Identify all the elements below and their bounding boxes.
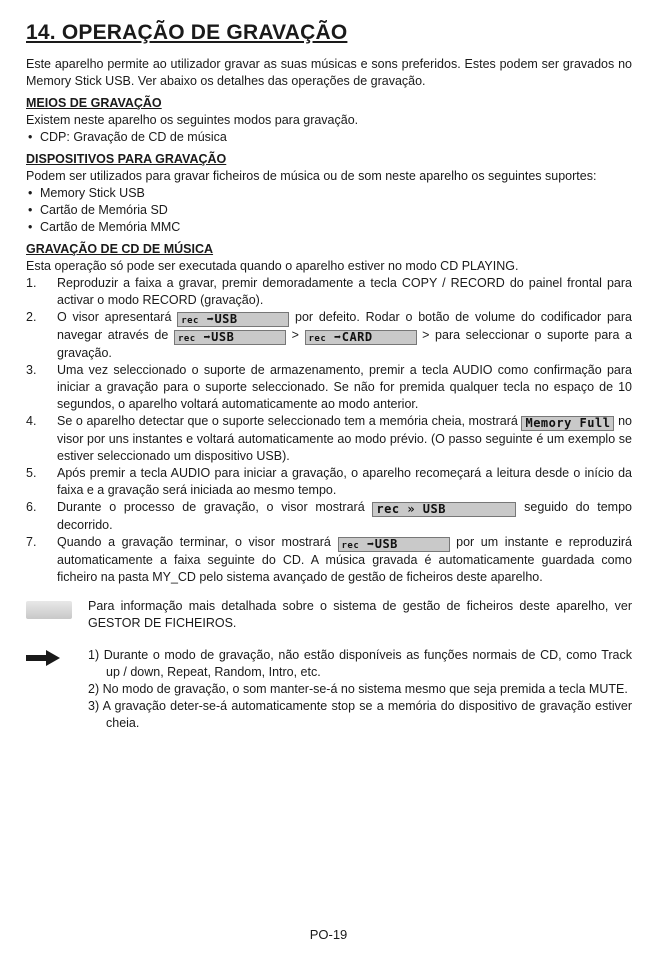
lcd-recording-display: rec » USB bbox=[372, 502, 516, 517]
arrow-right-icon bbox=[26, 650, 60, 666]
gravacao-heading: GRAVAÇÃO DE CD DE MÚSICA bbox=[26, 242, 214, 256]
dispositivos-item: • Cartão de Memória SD bbox=[26, 202, 632, 219]
step-item: 4. Se o aparelho detectar que o suporte seleccionado tem a memória cheia, mostrará Memory Full no visor por uns instantes e voltará automaticamente ao modo prévio. (O passo seguinte é um exemplo se estiver seleccionado um dispositivo USB). bbox=[26, 414, 632, 463]
note-text: Para informação mais detalhada sobre o sistema de gestão de ficheiros deste aparelho, ver GESTOR DE FICHEIROS. bbox=[88, 599, 632, 630]
step-item: 1. Reproduzir a faixa a gravar, premir demoradamente a tecla COPY / RECORD do painel frontal para activar o modo RECORD (gravação). bbox=[26, 276, 632, 307]
step-item: 6. Durante o processo de gravação, o visor mostrará rec » USB seguido do tempo decorrido. bbox=[26, 500, 632, 532]
dispositivos-item: • Memory Stick USB bbox=[26, 185, 632, 202]
lcd-rec-usb-display: rec ➡USB bbox=[177, 312, 289, 327]
remarks-block bbox=[26, 647, 632, 732]
info-note bbox=[26, 598, 632, 632]
lcd-rec-usb-display: rec ➡USB bbox=[174, 330, 286, 345]
dispositivos-item: • Cartão de Memória MMC bbox=[26, 219, 632, 236]
lcd-memory-full-display: Memory Full bbox=[521, 416, 614, 431]
step-item: 3. Uma vez seleccionado o suporte de armazenamento, premir a tecla AUDIO como confirmação para iniciar a gravação para o suporte seleccionado. Se não for premida qualquer tecla no espaço de 10 segundos, o aparelho voltará automaticamente ao modo anterior. bbox=[26, 363, 632, 411]
step-item: 2. O visor apresentará rec ➡USB por defeito. Rodar o botão de volume do codificador para navegar através de rec ➡USB > rec ➡CARD > para seleccionar o suporte para a gravação. bbox=[26, 310, 632, 360]
page-title: 14. OPERAÇÃO DE GRAVAÇÃO bbox=[26, 21, 348, 44]
meios-heading: MEIOS DE GRAVAÇÃO bbox=[26, 96, 162, 110]
note-icon bbox=[26, 601, 72, 619]
steps-list bbox=[26, 275, 632, 586]
dispositivos-text: Podem ser utilizados para gravar ficheiros de música ou de som neste aparelho os seguintes suportes: bbox=[26, 169, 597, 183]
page-number: PO-19 bbox=[309, 927, 348, 942]
manual-page bbox=[26, 20, 632, 732]
dispositivos-heading: DISPOSITIVOS PARA GRAVAÇÃO bbox=[26, 152, 227, 166]
remark-item: 1) Durante o modo de gravação, não estão disponíveis as funções normais de CD, como Track up / down, Repeat, Random, Intro, etc. bbox=[88, 648, 632, 679]
remark-item: 3) A gravação deter-se-á automaticamente stop se a memória do dispositivo de gravação estiver cheia. bbox=[88, 699, 632, 730]
meios-item: • CDP: Gravação de CD de música bbox=[26, 129, 632, 146]
lcd-rec-card-display: rec ➡CARD bbox=[305, 330, 417, 345]
gravacao-text: Esta operação só pode ser executada quando o aparelho estiver no modo CD PLAYING. bbox=[26, 259, 519, 273]
intro-paragraph: Este aparelho permite ao utilizador gravar as suas músicas e sons preferidos. Estes podem ser gravados no Memory Stick USB. Ver abaixo os detalhes das operações de gravação. bbox=[26, 57, 632, 88]
meios-text: Existem neste aparelho os seguintes modos para gravação. bbox=[26, 113, 359, 127]
remark-item: 2) No modo de gravação, o som manter-se-á no sistema mesmo que seja premida a tecla MUTE. bbox=[88, 682, 628, 696]
step-item: 5. Após premir a tecla AUDIO para iniciar a gravação, o aparelho recomeçará a leitura desde o início da faixa e a gravação será iniciada ao mesmo tempo. bbox=[26, 466, 632, 497]
step-item: 7. Quando a gravação terminar, o visor mostrará rec ➡USB por um instante e reproduzirá automaticamente a faixa seguinte do CD. A música gravada é automaticamente guardada como ficheiro na pasta MY_CD pelo sistema avançado de gestão de ficheiros deste aparelho. bbox=[26, 535, 632, 584]
lcd-rec-usb-display: rec ➡USB bbox=[338, 537, 450, 552]
